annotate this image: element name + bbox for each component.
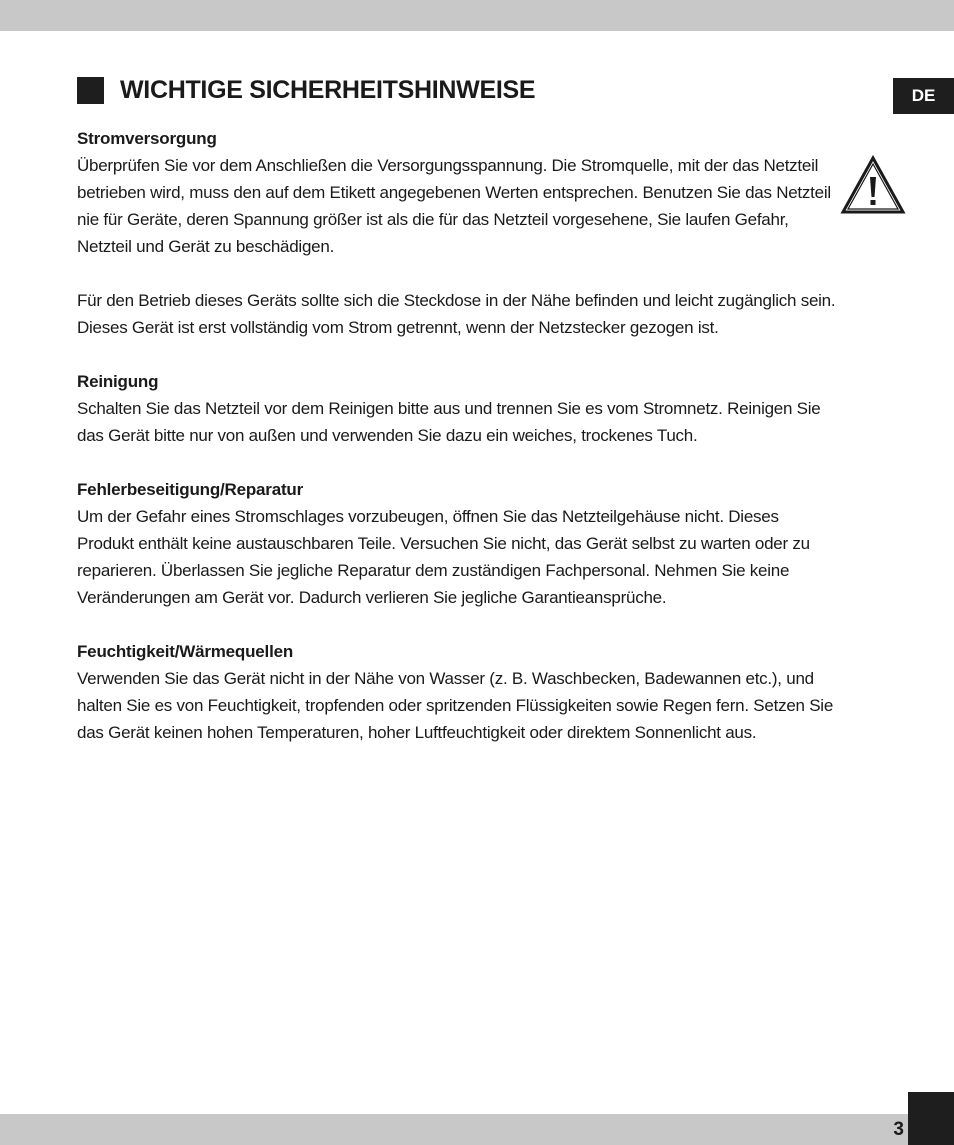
page-corner-tab — [908, 1092, 954, 1145]
section-paragraph: Für den Betrieb dieses Geräts sollte sich die Steckdose in der Nähe befinden und leicht zugänglich sein. — [77, 291, 836, 310]
language-tab: DE — [893, 78, 954, 114]
section-heading: Fehlerbeseitigung/Reparatur — [77, 480, 304, 499]
section-reinigung — [77, 368, 837, 449]
safety-content — [77, 125, 837, 773]
top-gray-bar — [0, 0, 954, 31]
section-heading: Stromversorgung — [77, 129, 217, 148]
section-paragraph: Überprüfen Sie vor dem Anschließen die Versorgungsspannung. Die Stromquelle, mit der das Netzteil betrieben wird, muss den auf dem Etikett angegebenen Werten entsprechen. Benutzen Sie das Netzteil nie für Geräte, deren Spannung größer ist als die für das Netzteil vorgesehene, Sie laufen Gefahr, Netzteil und Gerät zu beschädigen. — [77, 156, 831, 256]
page-title: WICHTIGE SICHERHEITSHINWEISE — [120, 76, 536, 104]
page-number: 3 — [893, 1119, 904, 1140]
section-paragraph: Dieses Gerät ist erst vollständig vom Strom getrennt, wenn der Netzstecker gezogen ist. — [77, 318, 719, 337]
section-heading: Feuchtigkeit/Wärmequellen — [77, 642, 294, 661]
warning-triangle-icon — [840, 155, 906, 215]
section-heading: Reinigung — [77, 372, 159, 391]
title-square-marker — [77, 77, 104, 104]
bottom-gray-bar — [0, 1114, 954, 1145]
section-fehlerbeseitigung — [77, 476, 837, 611]
section-feuchtigkeit — [77, 638, 837, 746]
section-paragraph: Schalten Sie das Netzteil vor dem Reinigen bitte aus und trennen Sie es vom Stromnetz. Reinigen Sie das Gerät bitte nur von außen und verwenden Sie dazu ein weiches, trockenes Tuch. — [77, 399, 821, 445]
section-stromversorgung — [77, 125, 837, 341]
section-paragraph: Verwenden Sie das Gerät nicht in der Nähe von Wasser (z. B. Waschbecken, Badewannen etc.), und halten Sie es von Feuchtigkeit, tropfenden oder spritzenden Flüssigkeiten sowie Regen fern. Setzen Sie das Gerät keinen hohen Temperaturen, hoher Luftfeuchtigkeit oder direktem Sonnenlicht aus. — [77, 669, 834, 742]
section-paragraph: Um der Gefahr eines Stromschlages vorzubeugen, öffnen Sie das Netzteilgehäuse nicht. Dieses Produkt enthält keine austauschbaren Teile. Versuchen Sie nicht, das Gerät selbst zu warten oder zu reparieren. Überlassen Sie jegliche Reparatur dem zuständigen Fachpersonal. Nehmen Sie keine Veränderungen am Gerät vor. Dadurch verlieren Sie jegliche Garantieansprüche. — [77, 507, 810, 607]
